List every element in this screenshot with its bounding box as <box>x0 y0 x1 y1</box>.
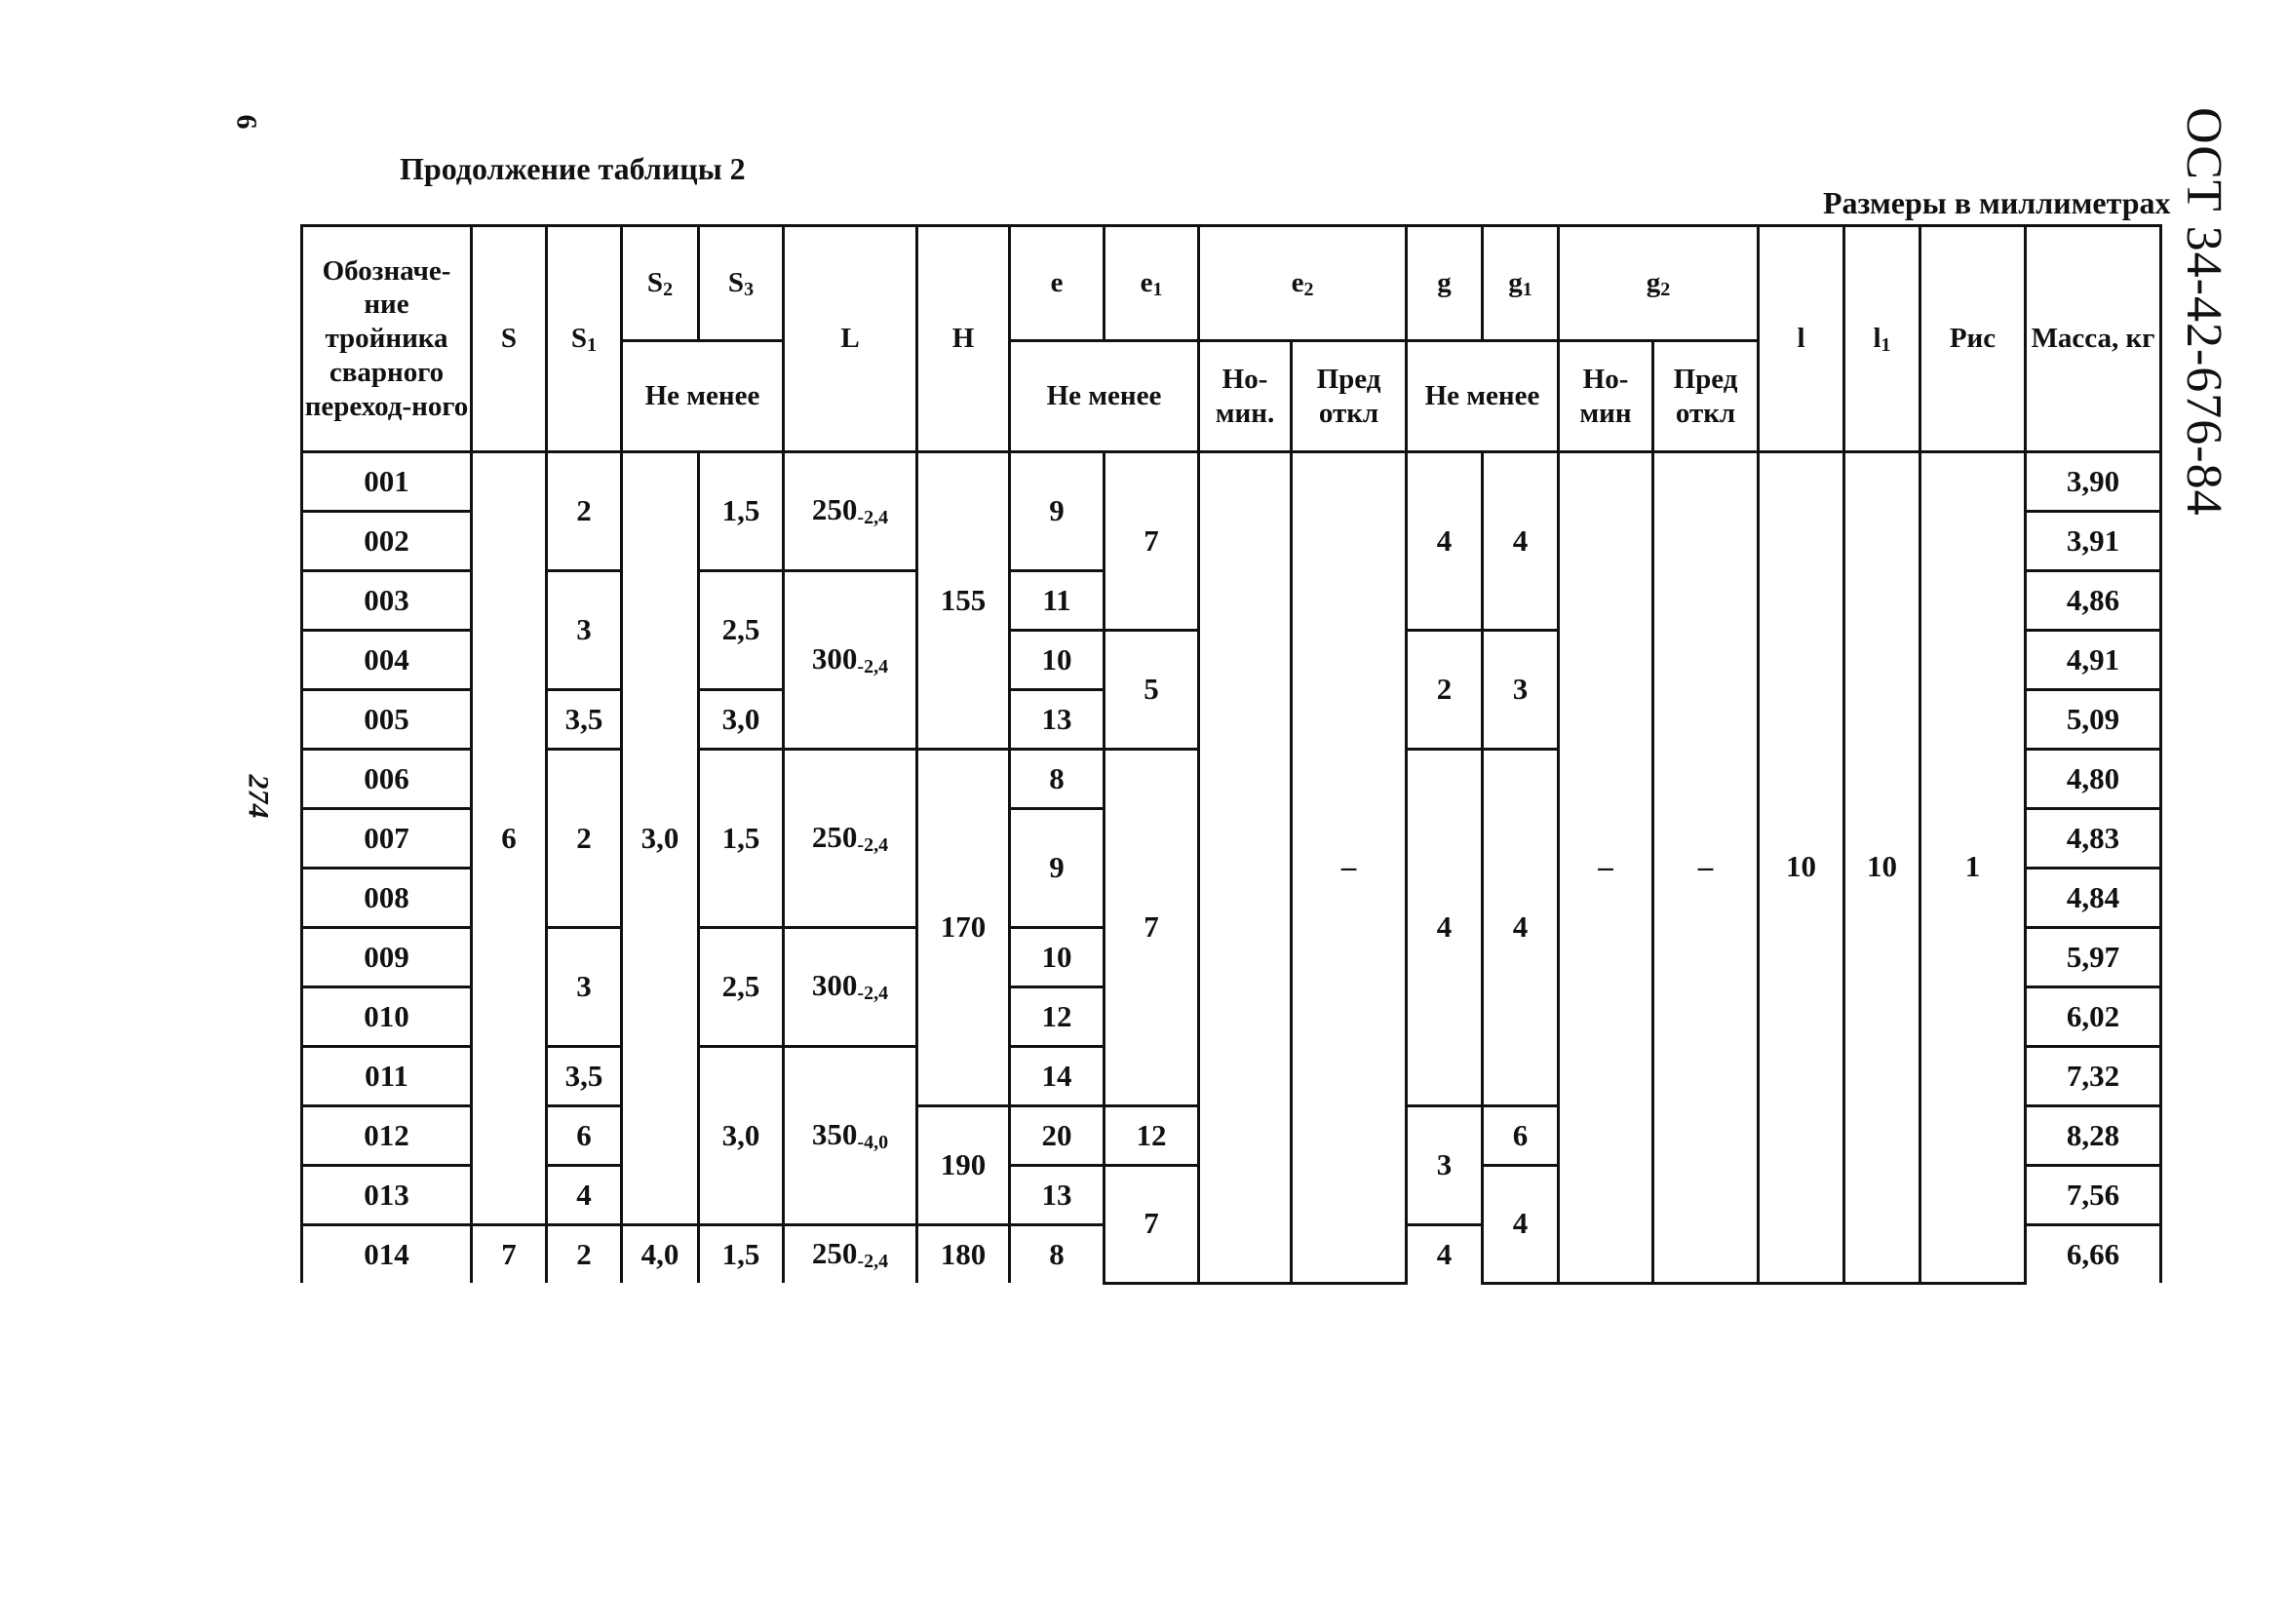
cell-e: 14 <box>1010 1047 1105 1106</box>
cell-L: $250_{-2,4}$ <box>784 1225 917 1284</box>
cell-g1: 3 <box>1483 631 1559 750</box>
header-fig: Рис <box>1920 226 2026 452</box>
row-mass: 6,66 <box>2026 1225 2161 1284</box>
cell-g2-nom: – <box>1559 452 1653 1284</box>
cell-S1: 2 <box>547 452 622 571</box>
cell-S: 6 <box>472 452 547 1225</box>
row-code: 007 <box>302 809 472 869</box>
cell-e1: 7 <box>1105 1166 1199 1284</box>
cell-e: 10 <box>1010 631 1105 690</box>
cell-S3: 3,0 <box>699 690 784 750</box>
cell-S1: 6 <box>547 1106 622 1166</box>
header-e-not-less: Не менее <box>1010 341 1199 452</box>
cell-e: 20 <box>1010 1106 1105 1166</box>
cell-S1: 2 <box>547 750 622 928</box>
header-g-not-less: Не менее <box>1407 341 1559 452</box>
header-s-not-less: Не менее <box>622 341 784 452</box>
cell-S3: 1,5 <box>699 750 784 928</box>
header-g2-dev: Пред откл <box>1653 341 1759 452</box>
cell-e: 10 <box>1010 928 1105 987</box>
cell-g: 4 <box>1407 452 1483 631</box>
standard-designation: ОСТ 34-42-676-84 <box>2176 107 2231 517</box>
cell-H: 155 <box>917 452 1010 750</box>
row-mass: 4,84 <box>2026 869 2161 928</box>
header-H: H <box>917 226 1010 452</box>
header-S2: $S_2$ <box>622 226 699 341</box>
row-mass: 5,97 <box>2026 928 2161 987</box>
cell-fig: 1 <box>1920 452 2026 1284</box>
row-code: 012 <box>302 1106 472 1166</box>
row-code: 005 <box>302 690 472 750</box>
cell-S1: 3 <box>547 928 622 1047</box>
row-mass: 7,32 <box>2026 1047 2161 1106</box>
header-designation: Обозначе-ние тройника сварного переход-ного <box>302 226 472 452</box>
cell-e: 8 <box>1010 1225 1105 1284</box>
cell-g1: 4 <box>1483 452 1559 631</box>
cell-S2: 4,0 <box>622 1225 699 1284</box>
page-number: 274 <box>242 774 275 819</box>
header-L: L <box>784 226 917 452</box>
header-e2: $e_2$ <box>1199 226 1407 341</box>
dimensions-table <box>300 224 2162 1285</box>
cell-e: 9 <box>1010 809 1105 928</box>
cell-e1: 7 <box>1105 750 1199 1106</box>
row-mass: 7,56 <box>2026 1166 2161 1225</box>
cell-g: 4 <box>1407 750 1483 1106</box>
cell-S1: 3,5 <box>547 690 622 750</box>
cell-e: 12 <box>1010 987 1105 1047</box>
cell-g2-dev: – <box>1653 452 1759 1284</box>
row-code: 013 <box>302 1166 472 1225</box>
header-S1: $S_1$ <box>547 226 622 452</box>
cell-g: 4 <box>1407 1225 1483 1284</box>
cell-e: 13 <box>1010 1166 1105 1225</box>
header-g1: $g_1$ <box>1483 226 1559 341</box>
header-l1: $l_1$ <box>1844 226 1920 452</box>
cell-S2: 3,0 <box>622 452 699 1225</box>
cell-S3: 3,0 <box>699 1047 784 1225</box>
row-code: 003 <box>302 571 472 631</box>
cell-e: 13 <box>1010 690 1105 750</box>
row-mass: 4,91 <box>2026 631 2161 690</box>
cell-H: 180 <box>917 1225 1010 1284</box>
row-mass: 3,91 <box>2026 512 2161 571</box>
cell-e: 11 <box>1010 571 1105 631</box>
cell-g: 2 <box>1407 631 1483 750</box>
cell-g1: 6 <box>1483 1106 1559 1166</box>
header-e2-nom: Но-мин. <box>1199 341 1292 452</box>
cell-e2-nom <box>1199 452 1292 1284</box>
cell-l: 10 <box>1759 452 1844 1284</box>
cell-l1: 10 <box>1844 452 1920 1284</box>
cell-S3: 2,5 <box>699 571 784 690</box>
cell-S1: 4 <box>547 1166 622 1225</box>
cell-e: 8 <box>1010 750 1105 809</box>
row-mass: 5,09 <box>2026 690 2161 750</box>
cell-e2-dev: – <box>1292 452 1407 1284</box>
cell-g: 3 <box>1407 1106 1483 1225</box>
cell-e1: 5 <box>1105 631 1199 750</box>
cell-S3: 1,5 <box>699 1225 784 1284</box>
cell-L: $250_{-2,4}$ <box>784 750 917 928</box>
row-code: 002 <box>302 512 472 571</box>
header-S: S <box>472 226 547 452</box>
cell-e: 9 <box>1010 452 1105 571</box>
cell-S3: 1,5 <box>699 452 784 571</box>
row-mass: 6,02 <box>2026 987 2161 1047</box>
header-g2: $g_2$ <box>1559 226 1759 341</box>
cell-L: $300_{-2,4}$ <box>784 928 917 1047</box>
row-mass: 4,86 <box>2026 571 2161 631</box>
row-mass: 8,28 <box>2026 1106 2161 1166</box>
cell-H: 170 <box>917 750 1010 1106</box>
row-code: 010 <box>302 987 472 1047</box>
header-g2-nom: Но-мин <box>1559 341 1653 452</box>
table-caption: Продолжение таблицы 2 <box>400 151 746 186</box>
cell-S3: 2,5 <box>699 928 784 1047</box>
cell-e1: 7 <box>1105 452 1199 631</box>
row-code: 004 <box>302 631 472 690</box>
units-note: Размеры в миллиметрах <box>1823 185 2171 220</box>
header-l: l <box>1759 226 1844 452</box>
header-e2-dev: Пред откл <box>1292 341 1407 452</box>
cell-S1: 3,5 <box>547 1047 622 1106</box>
row-mass: 3,90 <box>2026 452 2161 512</box>
cell-e1: 12 <box>1105 1106 1199 1166</box>
header-S3: $S_3$ <box>699 226 784 341</box>
row-code: 006 <box>302 750 472 809</box>
row-code: 009 <box>302 928 472 987</box>
header-e1: $e_1$ <box>1105 226 1199 341</box>
row-mass: 4,83 <box>2026 809 2161 869</box>
row-mass: 4,80 <box>2026 750 2161 809</box>
cell-S: 7 <box>472 1225 547 1284</box>
cell-L: $250_{-2,4}$ <box>784 452 917 571</box>
row-code: 011 <box>302 1047 472 1106</box>
header-g: g <box>1407 226 1483 341</box>
header-mass: Масса, кг <box>2026 226 2161 452</box>
row-code: 008 <box>302 869 472 928</box>
row-code: 001 <box>302 452 472 512</box>
row-code: 014 <box>302 1225 472 1284</box>
cell-g1: 4 <box>1483 750 1559 1106</box>
header-e: e <box>1010 226 1105 341</box>
page-top-number: 6 <box>230 114 263 130</box>
cell-S1: 2 <box>547 1225 622 1284</box>
cell-L: $350_{-4,0}$ <box>784 1047 917 1225</box>
cell-g1: 4 <box>1483 1166 1559 1284</box>
cell-H: 190 <box>917 1106 1010 1225</box>
cell-S1: 3 <box>547 571 622 690</box>
cell-L: $300_{-2,4}$ <box>784 571 917 750</box>
